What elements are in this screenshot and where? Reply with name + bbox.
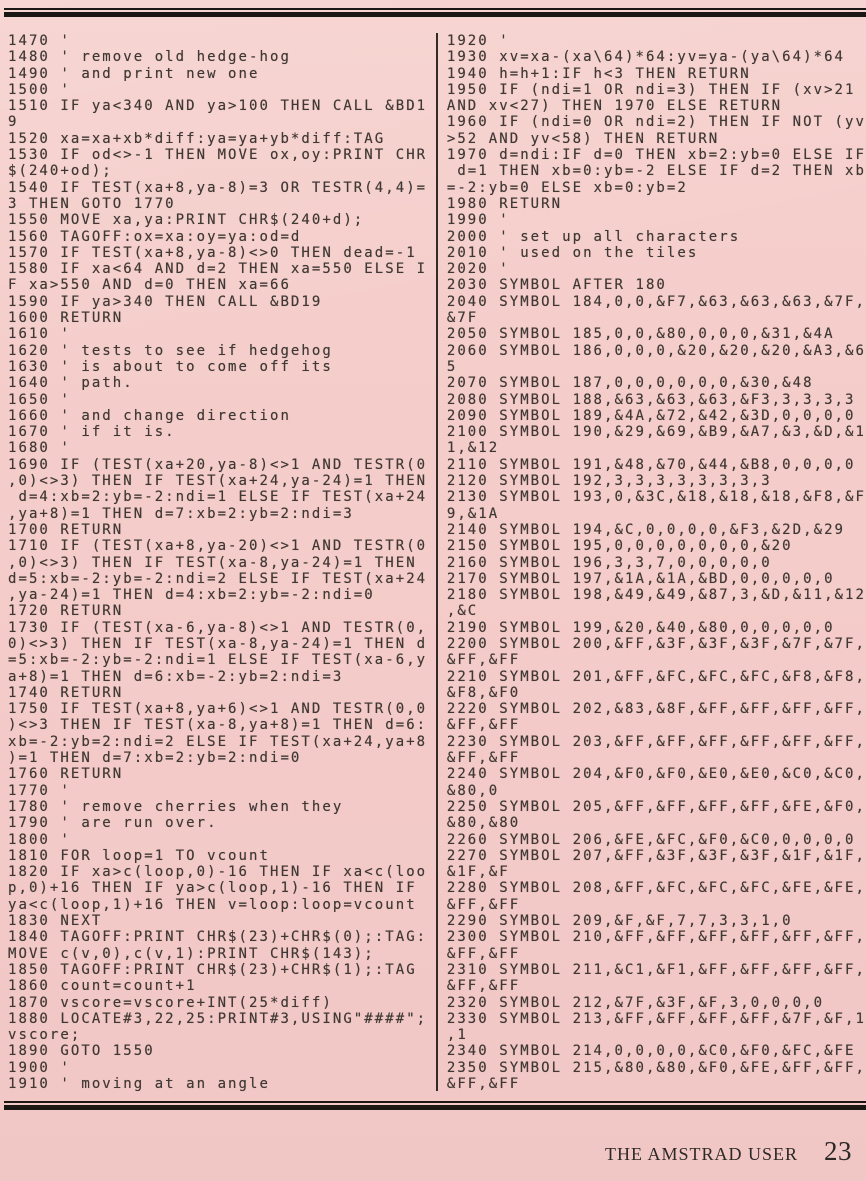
code-line: ,ya+8)=1 THEN d=7:xb=2:yb=2:ndi=3 xyxy=(8,505,354,522)
code-line: 1670 ' if it is. xyxy=(8,424,176,441)
code-line: 1500 ' xyxy=(8,81,71,98)
code-line: 2020 ' xyxy=(446,261,510,278)
code-line: 2330 SYMBOL 213,&FF,&FF,&FF,&FF,&7F,&F,1 xyxy=(446,1010,866,1027)
code-line: 1830 NEXT xyxy=(8,913,103,930)
code-line: 1530 IF od<>-1 THEN MOVE ox,oy:PRINT CHR xyxy=(8,147,428,164)
code-line: 1740 RETURN xyxy=(8,684,124,701)
code-line: 1540 IF TEST(xa+8,ya-8)=3 OR TESTR(4,4)= xyxy=(8,179,428,196)
code-line: 2250 SYMBOL 205,&FF,&FF,&FF,&FF,&FE,&F0, xyxy=(446,798,866,815)
code-line: 1760 RETURN xyxy=(8,766,124,783)
code-line: d=4:xb=2:yb=-2:ndi=1 ELSE IF TEST(xa+24 xyxy=(8,489,428,506)
page-number: 23 xyxy=(824,1136,852,1166)
code-line: 2050 SYMBOL 185,0,0,&80,0,0,0,&31,&4A xyxy=(446,326,835,343)
code-line: 1730 IF (TEST(xa-6,ya-8)<>1 AND TESTR(0, xyxy=(8,619,428,636)
code-line: 2010 ' used on the tiles xyxy=(446,244,699,261)
code-line: 3 THEN GOTO 1770 xyxy=(8,195,176,212)
code-line: 1490 ' and print new one xyxy=(8,65,260,82)
code-line: &FF,&FF xyxy=(446,652,521,669)
code-line: 2110 SYMBOL 191,&48,&70,&44,&B8,0,0,0,0 xyxy=(446,456,856,473)
code-line: 1480 ' remove old hedge-hog xyxy=(8,49,291,66)
code-line: 1620 ' tests to see if hedgehog xyxy=(8,342,333,359)
code-line: d=5:xb=-2:yb=-2:ndi=2 ELSE IF TEST(xa+24 xyxy=(8,570,428,587)
code-line: 1900 ' xyxy=(8,1059,71,1076)
code-line: 1810 FOR loop=1 TO vcount xyxy=(8,847,270,864)
code-line: 1910 ' moving at an angle xyxy=(8,1076,270,1092)
code-line: 1630 ' is about to come off its xyxy=(8,358,333,375)
code-line: 1880 LOCATE#3,22,25:PRINT#3,USING"####"; xyxy=(8,1010,428,1027)
code-line: 1980 RETURN xyxy=(446,195,563,212)
code-line: ,0)<>3) THEN IF TEST(xa+24,ya-24)=1 THEN xyxy=(8,473,428,490)
code-line: ,1 xyxy=(446,1027,468,1044)
code-line: 1470 ' xyxy=(8,33,71,49)
code-line: 1860 count=count+1 xyxy=(8,978,197,995)
code-line: 2260 SYMBOL 206,&FE,&FC,&F0,&C0,0,0,0,0 xyxy=(446,831,856,848)
top-rule xyxy=(4,8,866,17)
code-line: )=1 THEN d=7:xb=2:yb=2:ndi=0 xyxy=(8,750,302,767)
code-line: &FF,&FF xyxy=(446,896,521,913)
code-line: ,&C xyxy=(446,603,479,620)
code-line: 1700 RETURN xyxy=(8,521,124,538)
code-line: )<>3 THEN IF TEST(xa-8,ya+8)=1 THEN d=6: xyxy=(8,717,428,734)
code-column-left xyxy=(8,33,436,1092)
code-line: 1660 ' and change direction xyxy=(8,407,291,424)
code-line: &FF,&FF xyxy=(446,945,521,962)
code-line: 1520 xa=xa+xb*diff:ya=ya+yb*diff:TAG xyxy=(8,130,386,147)
bottom-rule xyxy=(4,1101,866,1110)
code-line: 1820 IF xa>c(loop,0)-16 THEN IF xa<c(loo xyxy=(8,864,428,881)
code-line: 1790 ' are run over. xyxy=(8,815,218,832)
code-line: a+8)=1 THEN d=6:xb=-2:yb=2:ndi=3 xyxy=(8,668,344,685)
code-line: 2140 SYMBOL 194,&C,0,0,0,0,&F3,&2D,&29 xyxy=(446,521,846,538)
code-line: &80,0 xyxy=(446,782,500,799)
code-line: 9 xyxy=(8,114,19,131)
code-line: 2150 SYMBOL 195,0,0,0,0,0,0,0,&20 xyxy=(446,538,793,555)
code-line: ,ya-24)=1 THEN d=4:xb=2:yb=-2:ndi=0 xyxy=(8,587,375,604)
code-line: &FF,&FF xyxy=(446,750,521,767)
code-line: 1570 IF TEST(xa+8,ya-8)<>0 THEN dead=-1 xyxy=(8,244,417,261)
code-line: 2320 SYMBOL 212,&7F,&3F,&F,3,0,0,0,0 xyxy=(446,994,825,1011)
code-line: 1950 IF (ndi=1 OR ndi=3) THEN IF (xv>21 xyxy=(446,81,856,98)
code-line: MOVE c(v,0),c(v,1):PRINT CHR$(143); xyxy=(8,945,375,962)
code-line: 2040 SYMBOL 184,0,0,&F7,&63,&63,&63,&7F, xyxy=(446,293,866,310)
code-line: 2170 SYMBOL 197,&1A,&1A,&BD,0,0,0,0,0 xyxy=(446,570,835,587)
code-line: 2220 SYMBOL 202,&83,&8F,&FF,&FF,&FF,&FF, xyxy=(446,701,866,718)
code-line: 2160 SYMBOL 196,3,3,7,0,0,0,0,0 xyxy=(446,554,772,571)
code-line: 1920 ' xyxy=(446,33,510,49)
bottom-rule-thick-line xyxy=(4,1105,866,1110)
code-line: 1770 ' xyxy=(8,782,71,799)
code-line: 9,&1A xyxy=(446,505,500,522)
code-line: 2240 SYMBOL 204,&F0,&F0,&E0,&E0,&C0,&C0, xyxy=(446,766,866,783)
top-rule-thick-line xyxy=(4,12,866,17)
code-line: 1930 xv=xa-(xa\64)*64:yv=ya-(ya\64)*64 xyxy=(446,49,846,66)
code-line: p,0)+16 THEN IF ya>c(loop,1)-16 THEN IF xyxy=(8,880,417,897)
code-line: 2180 SYMBOL 198,&49,&49,&87,3,&D,&11,&12 xyxy=(446,587,866,604)
code-line: 1990 ' xyxy=(446,212,510,229)
code-line: 2310 SYMBOL 211,&C1,&F1,&FF,&FF,&FF,&FF, xyxy=(446,961,866,978)
code-line: &80,&80 xyxy=(446,815,521,832)
code-line: &FF,&FF xyxy=(446,717,521,734)
code-line: 1640 ' path. xyxy=(8,375,134,392)
code-column-right xyxy=(438,33,866,1092)
code-line: 1960 IF (ndi=0 OR ndi=2) THEN IF NOT (yv xyxy=(446,114,866,131)
code-line: 2200 SYMBOL 200,&FF,&3F,&3F,&3F,&7F,&7F, xyxy=(446,635,866,652)
code-line: 1780 ' remove cherries when they xyxy=(8,798,344,815)
code-line: >52 AND yv<58) THEN RETURN xyxy=(446,130,720,147)
code-line: 2270 SYMBOL 207,&FF,&3F,&3F,&3F,&1F,&1F, xyxy=(446,847,866,864)
code-line: =5:xb=-2:yb=-2:ndi=1 ELSE IF TEST(xa-6,y xyxy=(8,652,428,669)
page-footer xyxy=(605,1136,852,1167)
code-line: 1600 RETURN xyxy=(8,310,124,327)
code-line: 1850 TAGOFF:PRINT CHR$(23)+CHR$(1);:TAG xyxy=(8,961,417,978)
code-line: 1510 IF ya<340 AND ya>100 THEN CALL &BD1 xyxy=(8,98,428,115)
code-line: vscore; xyxy=(8,1027,82,1044)
code-line: 2080 SYMBOL 188,&63,&63,&63,&F3,3,3,3,3 xyxy=(446,391,856,408)
code-line: 2300 SYMBOL 210,&FF,&FF,&FF,&FF,&FF,&FF, xyxy=(446,929,866,946)
code-line: &F8,&F0 xyxy=(446,684,521,701)
code-line: ya<c(loop,1)+16 THEN v=loop:loop=vcount xyxy=(8,896,417,913)
code-line: 1550 MOVE xa,ya:PRINT CHR$(240+d); xyxy=(8,212,365,229)
code-line: xb=-2:yb=2:ndi=2 ELSE IF TEST(xa+24,ya+8 xyxy=(8,733,428,750)
code-line: 1,&12 xyxy=(446,440,500,457)
code-line: 1560 TAGOFF:ox=xa:oy=ya:od=d xyxy=(8,228,302,245)
basic-code-listing xyxy=(8,33,866,1092)
code-line: 5 xyxy=(446,358,458,375)
code-line: F xa>550 AND d=0 THEN xa=66 xyxy=(8,277,291,294)
code-line: 1890 GOTO 1550 xyxy=(8,1043,155,1060)
code-line: 2030 SYMBOL AFTER 180 xyxy=(446,277,667,294)
code-line: 0)<>3) THEN IF TEST(xa-8,ya-24)=1 THEN d xyxy=(8,635,428,652)
code-line: 2000 ' set up all characters xyxy=(446,228,741,245)
code-line: 2190 SYMBOL 199,&20,&40,&80,0,0,0,0,0 xyxy=(446,619,835,636)
code-line: 1650 ' xyxy=(8,391,71,408)
code-line: 2120 SYMBOL 192,3,3,3,3,3,3,3,3 xyxy=(446,473,772,490)
code-line: 1970 d=ndi:IF d=0 THEN xb=2:yb=0 ELSE IF xyxy=(446,147,866,164)
code-line: 2280 SYMBOL 208,&FF,&FC,&FC,&FC,&FE,&FE, xyxy=(446,880,866,897)
code-line: 2230 SYMBOL 203,&FF,&FF,&FF,&FF,&FF,&FF, xyxy=(446,733,866,750)
code-line: 1720 RETURN xyxy=(8,603,124,620)
code-line: &FF,&FF xyxy=(446,978,521,995)
code-line: &1F,&F xyxy=(446,864,510,881)
code-line: 1580 IF xa<64 AND d=2 THEN xa=550 ELSE I xyxy=(8,261,428,278)
code-line: =-2:yb=0 ELSE xb=0:yb=2 xyxy=(446,179,688,196)
code-line: 2100 SYMBOL 190,&29,&69,&B9,&A7,&3,&D,&1 xyxy=(446,424,866,441)
code-line: 1710 IF (TEST(xa+8,ya-20)<>1 AND TESTR(0 xyxy=(8,538,428,555)
code-line: 1680 ' xyxy=(8,440,71,457)
code-line: 2060 SYMBOL 186,0,0,0,&20,&20,&20,&A3,&6 xyxy=(446,342,866,359)
magazine-title: THE AMSTRAD USER xyxy=(604,1144,798,1164)
code-line: 2210 SYMBOL 201,&FF,&FC,&FC,&FC,&F8,&F8, xyxy=(446,668,866,685)
code-line: $(240+od); xyxy=(8,163,113,180)
code-line: d=1 THEN xb=0:yb=-2 ELSE IF d=2 THEN xb xyxy=(446,163,866,180)
code-line: 1840 TAGOFF:PRINT CHR$(23)+CHR$(0);:TAG: xyxy=(8,929,428,946)
code-line: 2130 SYMBOL 193,0,&3C,&18,&18,&18,&F8,&F xyxy=(446,489,866,506)
code-line: 2070 SYMBOL 187,0,0,0,0,0,0,&30,&48 xyxy=(446,375,814,392)
code-line: &7F xyxy=(446,310,479,327)
code-line: 1870 vscore=vscore+INT(25*diff) xyxy=(8,994,333,1011)
code-line: 2090 SYMBOL 189,&4A,&72,&42,&3D,0,0,0,0 xyxy=(446,407,856,424)
code-line: 1610 ' xyxy=(8,326,71,343)
code-line: AND xv<27) THEN 1970 ELSE RETURN xyxy=(446,98,783,115)
code-line: 1940 h=h+1:IF h<3 THEN RETURN xyxy=(446,65,751,82)
code-line: 2290 SYMBOL 209,&F,&F,7,7,3,3,1,0 xyxy=(446,913,793,930)
code-line: ,0)<>3) THEN IF TEST(xa-8,ya-24)=1 THEN xyxy=(8,554,417,571)
code-line: 1590 IF ya>340 THEN CALL &BD19 xyxy=(8,293,323,310)
code-line: 2350 SYMBOL 215,&80,&80,&F0,&FE,&FF,&FF, xyxy=(446,1059,866,1076)
code-line: 2340 SYMBOL 214,0,0,0,0,&C0,&F0,&FC,&FE xyxy=(446,1043,856,1060)
code-line: 1750 IF TEST(xa+8,ya+6)<>1 AND TESTR(0,0 xyxy=(8,701,428,718)
code-line: &FF,&FF xyxy=(446,1076,521,1092)
code-line: 1690 IF (TEST(xa+20,ya-8)<>1 AND TESTR(0 xyxy=(8,456,428,473)
code-line: 1800 ' xyxy=(8,831,71,848)
